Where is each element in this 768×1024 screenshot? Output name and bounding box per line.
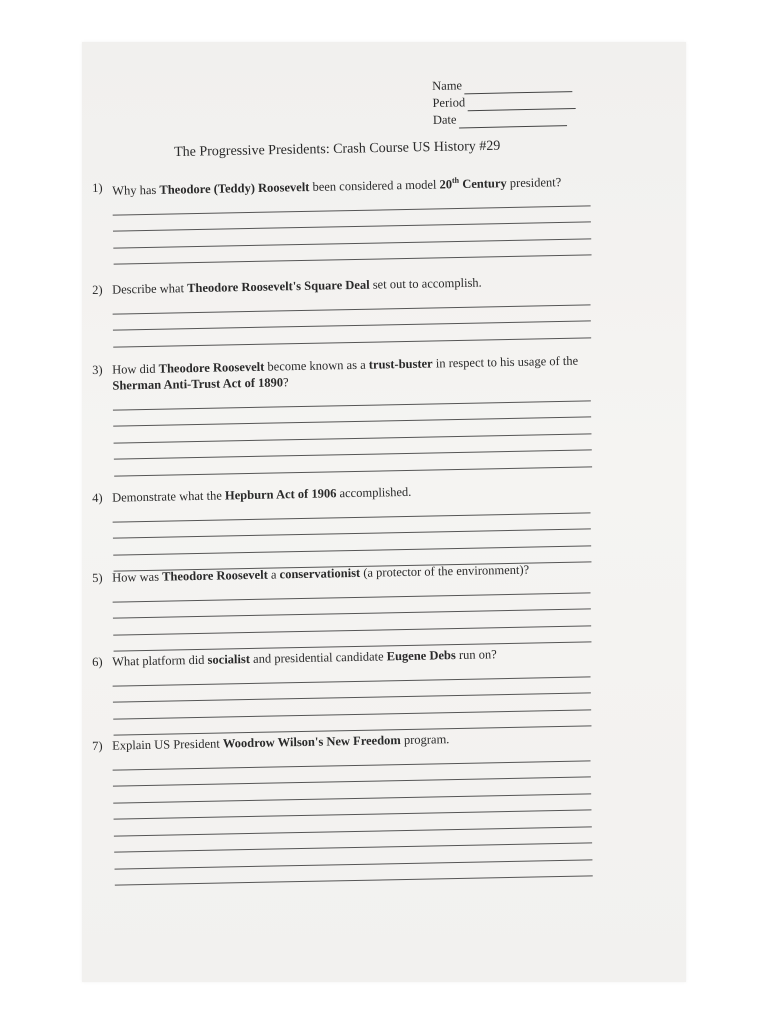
question-4 [92,480,591,572]
question-text: What platform did socialist and presidential candidate Eugene Debs run on? [112,647,497,669]
question-number: 1) [92,180,103,195]
question-7 [92,728,593,886]
name-label: Name [432,78,463,93]
question-1 [92,170,592,265]
question-text: How did Theodore Roosevelt become known as a trust-buster in respect to his usage of the Sherman Anti-Trust Act of 1890? [112,353,579,393]
question-6 [92,644,591,736]
question-text: Why has Theodore (Teddy) Roosevelt been considered a model 20th Century president? [112,175,562,198]
question-number: 3) [92,362,103,377]
question-number: 5) [92,570,103,585]
date-field[interactable] [433,109,576,129]
question-number: 2) [92,282,103,297]
question-5 [92,560,591,652]
date-blank[interactable] [458,113,566,128]
period-label: Period [432,95,466,110]
question-text: Explain US President Woodrow Wilson's New Freedom program. [112,732,450,753]
page-title: The Progressive Presidents: Crash Course US History #29 [174,138,501,160]
date-label: Date [432,112,457,127]
question-text: Demonstrate what the Hepburn Act of 1906 accomplished. [112,484,412,505]
name-field[interactable] [432,75,575,95]
period-blank[interactable] [467,96,575,111]
name-blank[interactable] [464,79,572,94]
question-number: 6) [92,654,103,669]
question-2 [92,272,591,347]
question-text: Describe what Theodore Roosevelt's Square Deal set out to accomplish. [112,275,482,297]
question-text: How was Theodore Roosevelt a conservationist (a protector of the environment)? [112,562,530,585]
question-number: 4) [92,490,103,505]
question-3 [92,352,592,476]
period-field[interactable] [432,92,575,112]
question-number: 7) [92,738,103,753]
student-info-fields [432,75,576,129]
